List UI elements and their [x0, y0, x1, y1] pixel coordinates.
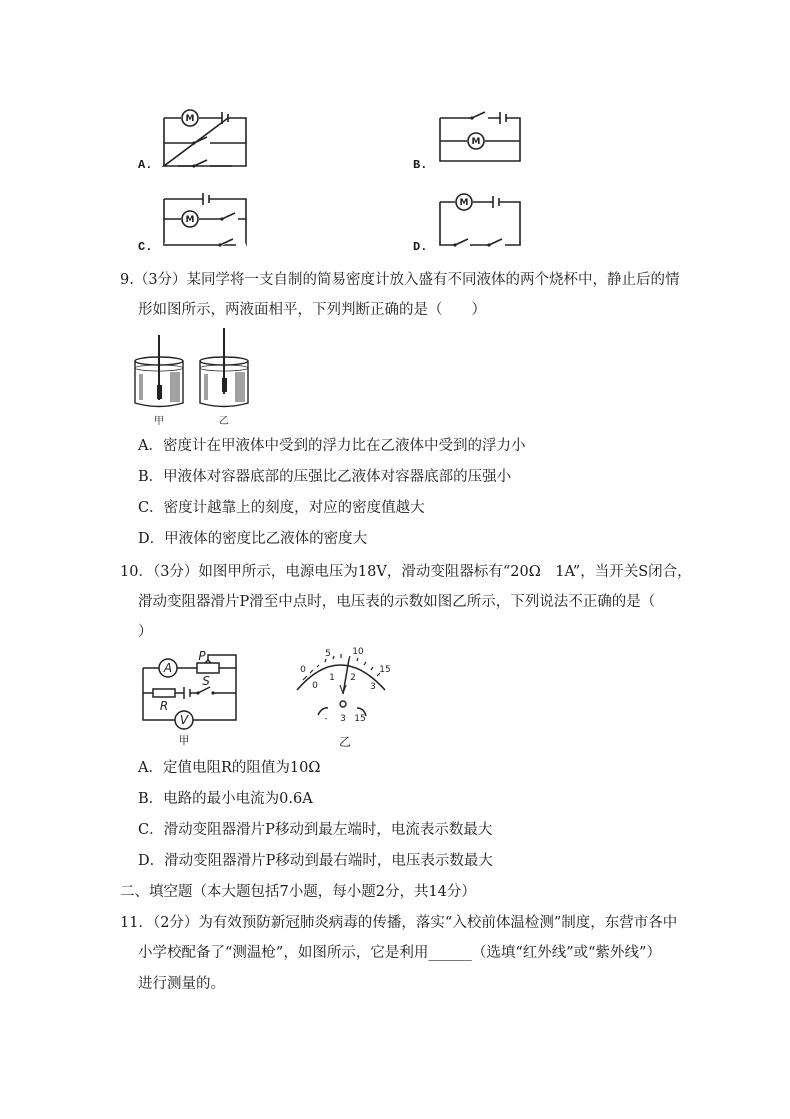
fig-label-jia: 甲: [154, 416, 164, 427]
terminal-3: 3: [340, 714, 346, 724]
switch-label: S: [202, 674, 210, 688]
dial-upper-tick-10: 10: [352, 647, 364, 657]
q9-stem-line1: 9.（3分）某同学将一支自制的简易密度计放入盛有不同液体的两个烧杯中，静止后的情: [120, 272, 680, 288]
q10-option-d: D．滑动变阻器滑片P移动到最右端时，电压表示数最大: [138, 853, 493, 869]
ammeter-symbol: A: [163, 661, 173, 675]
option-d-label: D.: [413, 240, 428, 254]
q11-line3: 进行测量的。: [138, 976, 225, 992]
circuit-caption: 甲: [178, 734, 190, 747]
q10-option-c: C．滑动变阻器滑片P移动到最左端时，电流表示数最大: [138, 822, 493, 838]
q9-option-c: C．密度计越靠上的刻度，对应的密度值越大: [138, 500, 425, 516]
motor-symbol-d: M: [459, 198, 469, 208]
section-2-heading: 二、填空题（本大题包括7小题，每小题2分，共14分）: [120, 884, 476, 900]
q10-option-a: A．定值电阻R的阻值为10Ω: [138, 760, 321, 776]
voltmeter-symbol: V: [179, 713, 189, 727]
rheostat-slider-label: P: [198, 649, 206, 663]
q11-line2: 小学校配备了“测温枪”，如图所示，它是利用______（选填“红外线”或“紫外线”）: [138, 945, 661, 961]
dial-lower-tick-3: 3: [370, 682, 376, 692]
dial-upper-tick-15: 15: [379, 665, 391, 675]
dial-caption: 乙: [338, 735, 352, 749]
motor-symbol-b: M: [471, 137, 481, 147]
dial-lower-tick-2: 2: [350, 673, 356, 683]
q11-line1: 11．（2分）为有效预防新冠肺炎病毒的传播，落实“入校前体温检测”制度，东营市各中: [120, 915, 678, 931]
q10-stem-line3: ）: [138, 624, 153, 640]
q10-stem-line2: 滑动变阻器滑片P滑至中点时，电压表的示数如图乙所示，下列说法不正确的是（: [138, 594, 656, 610]
dial-lower-tick-1: 1: [329, 673, 335, 683]
dial-lower-tick-0: 0: [312, 681, 318, 691]
terminal-minus: -: [324, 714, 328, 724]
terminal-15: 15: [354, 714, 366, 724]
q10-stem-line1: 10．（3分）如图甲所示，电源电压为18V，滑动变阻器标有“20Ω 1A”，当开关S闭合，: [120, 564, 692, 580]
resistor-label: R: [159, 699, 169, 713]
option-c-label: C.: [138, 240, 153, 254]
motor-symbol-a: M: [185, 114, 195, 124]
dial-unit: V: [339, 683, 347, 696]
dial-upper-tick-0: 0: [300, 665, 306, 675]
q10-option-b: B．电路的最小电流为0.6A: [138, 791, 313, 807]
dial-upper-tick-5: 5: [325, 649, 331, 659]
q9-option-b: B．甲液体对容器底部的压强比乙液体对容器底部的压强小: [138, 469, 512, 485]
q9-option-d: D．甲液体的密度比乙液体的密度大: [138, 531, 368, 547]
motor-symbol-c: M: [185, 215, 195, 225]
option-a-label: A.: [138, 158, 153, 172]
q9-option-a: A．密度计在甲液体中受到的浮力比在乙液体中受到的浮力小: [138, 438, 526, 454]
option-b-label: B.: [413, 158, 428, 172]
fig-label-yi: 乙: [219, 416, 229, 427]
q9-stem-line2: 形如图所示，两液面相平，下列判断正确的是（ ）: [138, 302, 486, 318]
